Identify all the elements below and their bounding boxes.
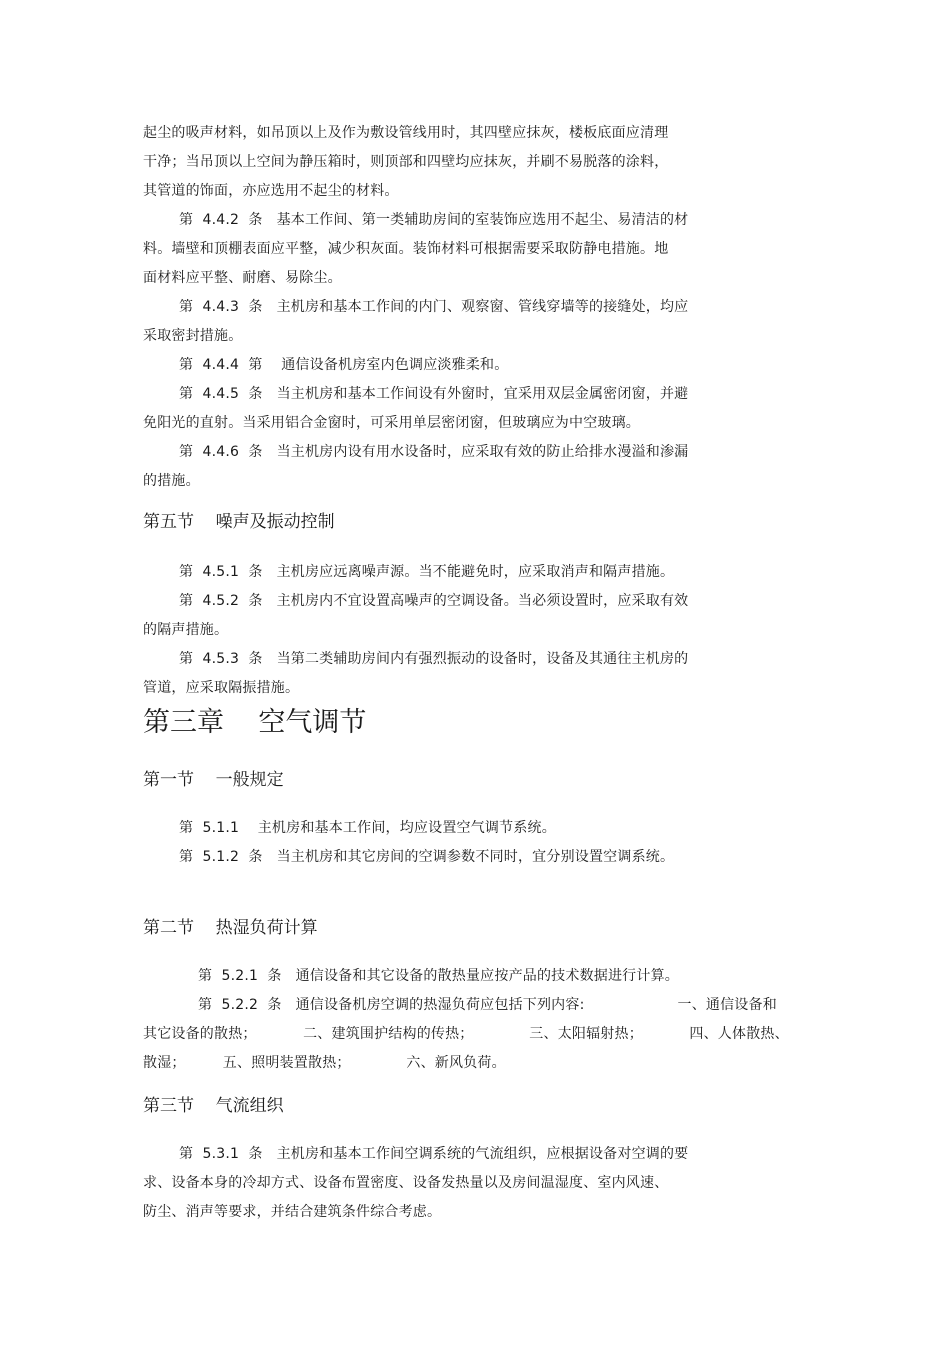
body-line: 面材料应平整、耐磨、易除尘。 bbox=[143, 270, 342, 286]
section-heading: 第五节 噪声及振动控制 bbox=[143, 512, 335, 532]
body-line: 第 5.2.1 条 通信设备和其它设备的散热量应按产品的技术数据进行计算。 bbox=[198, 968, 679, 984]
body-line: 第 4.4.5 条 当主机房和基本工作间设有外窗时，宜采用双层金属密闭窗，并避 bbox=[179, 386, 689, 402]
body-line: 第 5.2.2 条 通信设备机房空调的热湿负荷应包括下列内容: 一、通信设备和 bbox=[198, 997, 777, 1013]
body-line: 求、设备本身的冷却方式、设备布置密度、设备发热量以及房间温湿度、室内风速、 bbox=[143, 1175, 669, 1191]
body-line: 第 4.5.2 条 主机房内不宜设置高噪声的空调设备。当必须设置时，应采取有效 bbox=[179, 593, 689, 609]
body-line: 第 4.4.3 条 主机房和基本工作间的内门、观察窗、管线穿墙等的接缝处，均应 bbox=[179, 299, 689, 315]
section-heading: 第三节 气流组织 bbox=[143, 1096, 284, 1116]
body-line: 其它设备的散热； 二、建筑围护结构的传热； 三、太阳辐射热； 四、人体散热、 bbox=[143, 1026, 789, 1042]
body-line: 第 4.5.1 条 主机房应远离噪声源。当不能避免时，应采取消声和隔声措施。 bbox=[179, 564, 675, 580]
body-line: 其管道的饰面，亦应选用不起尘的材料。 bbox=[143, 183, 399, 199]
body-line: 免阳光的直射。当采用铝合金窗时，可采用单层密闭窗，但玻璃应为中空玻璃。 bbox=[143, 415, 640, 431]
body-line: 第 4.5.3 条 当第二类辅助房间内有强烈振动的设备时，设备及其通往主机房的 bbox=[179, 651, 689, 667]
body-line: 料。墙壁和顶棚表面应平整，减少积灰面。装饰材料可根据需要采取防静电措施。地 bbox=[143, 241, 669, 257]
body-line: 第 5.3.1 条 主机房和基本工作间空调系统的气流组织，应根据设备对空调的要 bbox=[179, 1146, 689, 1162]
section-heading: 第一节 一般规定 bbox=[143, 770, 284, 790]
body-line: 第 5.1.2 条 当主机房和其它房间的空调参数不同时，宜分别设置空调系统。 bbox=[179, 849, 675, 865]
body-line: 散湿； 五、照明装置散热； 六、新风负荷。 bbox=[143, 1055, 506, 1071]
body-line: 管道，应采取隔振措施。 bbox=[143, 680, 300, 696]
body-line: 第 4.4.2 条 基本工作间、第一类辅助房间的室装饰应选用不起尘、易清洁的材 bbox=[179, 212, 689, 228]
body-line: 的措施。 bbox=[143, 473, 200, 489]
body-line: 第 5.1.1 主机房和基本工作间，均应设置空气调节系统。 bbox=[179, 820, 556, 836]
chapter-heading: 第三章 空气调节 bbox=[143, 707, 367, 738]
body-line: 干净；当吊顶以上空间为静压箱时，则顶部和四壁均应抹灰，并刷不易脱落的涂料， bbox=[143, 154, 669, 170]
body-line: 采取密封措施。 bbox=[143, 328, 243, 344]
body-line: 的隔声措施。 bbox=[143, 622, 229, 638]
body-line: 第 4.4.6 条 当主机房内设有用水设备时，应采取有效的防止给排水漫溢和渗漏 bbox=[179, 444, 689, 460]
body-line: 第 4.4.4 第 通信设备机房室内色调应淡雅柔和。 bbox=[179, 357, 509, 373]
body-line: 防尘、消声等要求，并结合建筑条件综合考虑。 bbox=[143, 1204, 442, 1220]
section-heading: 第二节 热湿负荷计算 bbox=[143, 918, 318, 938]
body-line: 起尘的吸声材料，如吊顶以上及作为敷设管线用时，其四壁应抹灰，楼板底面应清理 bbox=[143, 125, 669, 141]
